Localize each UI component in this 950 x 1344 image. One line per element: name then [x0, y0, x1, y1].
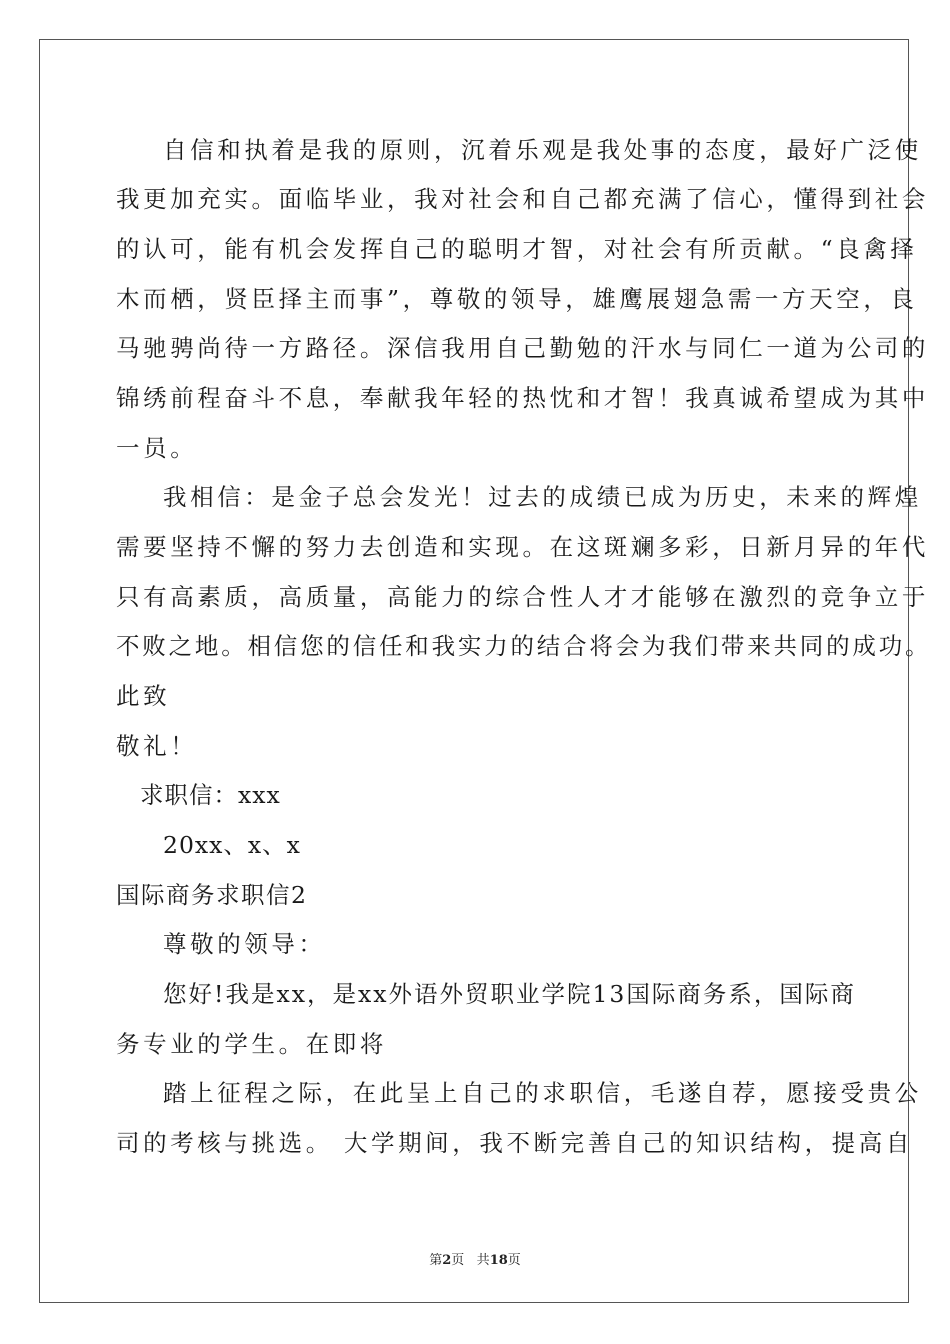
footer-page-number: 2 — [442, 1253, 452, 1268]
text-line: 的认可，能有机会发挥自己的聪明才智，对社会有所贡献。“良禽择 — [116, 235, 918, 263]
text-line: 不败之地。相信您的信任和我实力的结合将会为我们带来共同的成功。 — [116, 632, 932, 660]
text-line: 务专业的学生。在即将 — [116, 1030, 387, 1058]
footer-total-prefix: 共 — [476, 1253, 490, 1268]
date-line: 20xx、x、x — [163, 831, 301, 859]
salutation-line: 敬礼！ — [116, 732, 198, 760]
page-footer — [0, 1249, 950, 1268]
text-line: 需要坚持不懈的努力去创造和实现。在这斑斓多彩，日新月异的年代 — [116, 533, 929, 561]
greeting-line: 尊敬的领导： — [163, 930, 326, 958]
signature-line: 求职信：xxx — [140, 781, 281, 809]
text-line: 我更加充实。面临毕业，我对社会和自己都充满了信心，懂得到社会 — [116, 185, 929, 213]
text-line: 一员。 — [116, 434, 198, 462]
text-line: 锦绣前程奋斗不息，奉献我年轻的热忱和才智！我真诚希望成为其中 — [116, 384, 929, 412]
text-line: 您好!我是xx，是xx外语外贸职业学院13国际商务系，国际商 — [163, 980, 856, 1008]
text-line: 自信和执着是我的原则，沉着乐观是我处事的态度，最好广泛使 — [163, 136, 922, 164]
text-line: 踏上征程之际，在此呈上自己的求职信，毛遂自荐，愿接受贵公 — [163, 1079, 922, 1107]
text-line: 只有高素质，高质量，高能力的综合性人才才能够在激烈的竞争立于 — [116, 583, 929, 611]
text-line: 马驰骋尚待一方路径。深信我用自己勤勉的汗水与同仁一道为公司的 — [116, 334, 929, 362]
text-line: 司的考核与挑选。 大学期间，我不断完善自己的知识结构，提高自 — [116, 1129, 913, 1157]
section-title: 国际商务求职信2 — [116, 881, 308, 909]
text-line: 木而栖，贤臣择主而事”，尊敬的领导，雄鹰展翅急需一方天空，良 — [116, 285, 918, 313]
page-border — [39, 39, 909, 1303]
footer-total-suffix: 页 — [507, 1253, 521, 1268]
footer-total-pages: 18 — [489, 1253, 508, 1268]
closing-line: 此致 — [116, 682, 171, 710]
footer-page-suffix: 页 — [451, 1253, 465, 1268]
text-line: 我相信：是金子总会发光！过去的成绩已成为历史，未来的辉煌 — [163, 483, 922, 511]
footer-page-prefix: 第 — [429, 1253, 443, 1268]
